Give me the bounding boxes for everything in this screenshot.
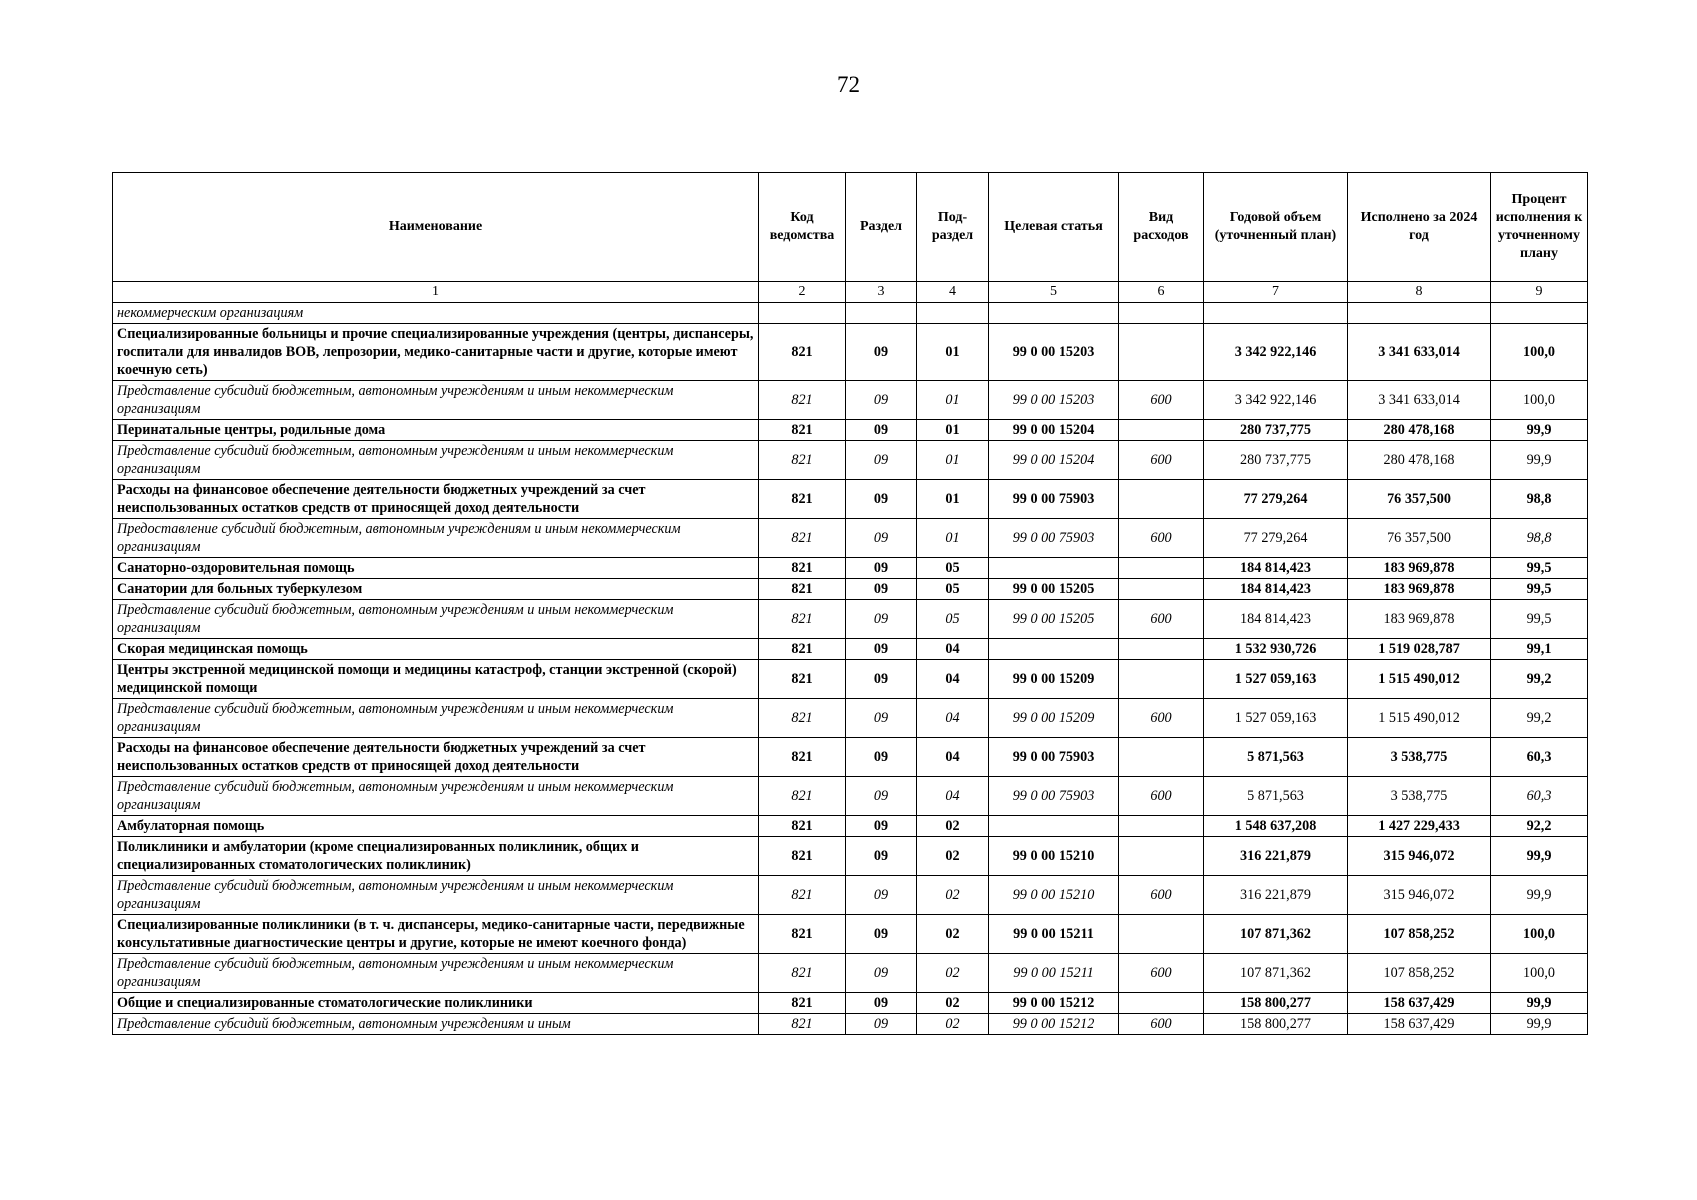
row-target-article [989,303,1119,324]
row-subsection: 01 [917,324,989,381]
row-target-article: 99 0 00 75903 [989,777,1119,816]
column-number: 6 [1119,282,1204,303]
row-executed: 76 357,500 [1348,519,1491,558]
table-row [113,816,1588,837]
header-section: Раздел [846,173,917,282]
row-section: 09 [846,816,917,837]
row-executed: 3 341 633,014 [1348,381,1491,420]
row-subsection: 01 [917,420,989,441]
row-executed: 1 515 490,012 [1348,660,1491,699]
row-execution-percent: 60,3 [1491,777,1588,816]
row-department-code: 821 [759,699,846,738]
row-section: 09 [846,480,917,519]
row-executed: 1 427 229,433 [1348,816,1491,837]
row-annual-plan: 77 279,264 [1204,480,1348,519]
row-target-article: 99 0 00 15203 [989,381,1119,420]
row-execution-percent: 100,0 [1491,954,1588,993]
row-execution-percent: 99,5 [1491,558,1588,579]
column-number: 5 [989,282,1119,303]
table-row [113,420,1588,441]
row-target-article: 99 0 00 15210 [989,837,1119,876]
table-row [113,660,1588,699]
row-expense-type: 600 [1119,954,1204,993]
row-section: 09 [846,954,917,993]
table-row [113,777,1588,816]
row-execution-percent: 99,9 [1491,420,1588,441]
table-column-numbers-row [113,282,1588,303]
row-target-article: 99 0 00 15211 [989,915,1119,954]
row-execution-percent: 99,2 [1491,660,1588,699]
row-target-article: 99 0 00 15210 [989,876,1119,915]
row-expense-type [1119,915,1204,954]
column-number: 4 [917,282,989,303]
header-executed: Исполнено за 2024 год [1348,173,1491,282]
row-annual-plan: 316 221,879 [1204,876,1348,915]
row-department-code: 821 [759,954,846,993]
row-expense-type: 600 [1119,699,1204,738]
row-expense-type [1119,420,1204,441]
row-expense-type [1119,816,1204,837]
row-executed [1348,303,1491,324]
table-row [113,558,1588,579]
row-subsection: 02 [917,915,989,954]
row-name: Представление субсидий бюджетным, автономным учреждениям и иным некоммерческим организациям [113,699,759,738]
row-section: 09 [846,519,917,558]
row-name: Предоставление субсидий бюджетным, автономным учреждениям и иным некоммерческим организациям [113,519,759,558]
row-annual-plan: 280 737,775 [1204,420,1348,441]
row-target-article [989,558,1119,579]
row-subsection [917,303,989,324]
table-row [113,480,1588,519]
row-subsection: 04 [917,699,989,738]
table-row [113,915,1588,954]
row-target-article: 99 0 00 75903 [989,519,1119,558]
row-execution-percent: 99,9 [1491,993,1588,1014]
row-subsection: 05 [917,600,989,639]
table-row [113,441,1588,480]
row-department-code: 821 [759,579,846,600]
column-number: 7 [1204,282,1348,303]
row-expense-type: 600 [1119,1014,1204,1035]
row-executed: 158 637,429 [1348,1014,1491,1035]
table-row [113,381,1588,420]
row-name: некоммерческим организациям [113,303,759,324]
table-header-row [113,173,1588,282]
row-subsection: 02 [917,837,989,876]
row-section: 09 [846,579,917,600]
row-department-code: 821 [759,660,846,699]
row-annual-plan: 3 342 922,146 [1204,381,1348,420]
column-number: 9 [1491,282,1588,303]
row-department-code: 821 [759,639,846,660]
row-name: Представление субсидий бюджетным, автономным учреждениям и иным некоммерческим организациям [113,954,759,993]
table-row [113,993,1588,1014]
table-row [113,954,1588,993]
row-execution-percent: 98,8 [1491,519,1588,558]
row-expense-type: 600 [1119,519,1204,558]
row-name: Представление субсидий бюджетным, автономным учреждениям и иным некоммерческим организациям [113,777,759,816]
row-executed: 1 519 028,787 [1348,639,1491,660]
row-department-code: 821 [759,519,846,558]
row-subsection: 04 [917,777,989,816]
row-annual-plan: 1 532 930,726 [1204,639,1348,660]
row-section: 09 [846,777,917,816]
row-annual-plan: 107 871,362 [1204,915,1348,954]
column-number: 2 [759,282,846,303]
row-annual-plan: 1 527 059,163 [1204,660,1348,699]
row-expense-type [1119,837,1204,876]
row-section: 09 [846,639,917,660]
row-department-code: 821 [759,324,846,381]
header-target-article: Целевая статья [989,173,1119,282]
row-executed: 158 637,429 [1348,993,1491,1014]
row-department-code: 821 [759,876,846,915]
row-annual-plan: 184 814,423 [1204,579,1348,600]
row-department-code: 821 [759,738,846,777]
row-section: 09 [846,558,917,579]
table-row [113,303,1588,324]
table-row [113,519,1588,558]
row-target-article: 99 0 00 15205 [989,579,1119,600]
row-execution-percent: 99,9 [1491,441,1588,480]
row-executed: 315 946,072 [1348,837,1491,876]
row-expense-type [1119,558,1204,579]
row-annual-plan: 184 814,423 [1204,558,1348,579]
row-target-article: 99 0 00 15212 [989,993,1119,1014]
row-executed: 183 969,878 [1348,579,1491,600]
row-section: 09 [846,915,917,954]
row-execution-percent: 100,0 [1491,381,1588,420]
row-section: 09 [846,993,917,1014]
row-expense-type: 600 [1119,777,1204,816]
row-annual-plan: 5 871,563 [1204,738,1348,777]
row-subsection: 02 [917,993,989,1014]
row-name: Перинатальные центры, родильные дома [113,420,759,441]
row-execution-percent: 99,9 [1491,837,1588,876]
row-annual-plan: 1 527 059,163 [1204,699,1348,738]
row-annual-plan: 3 342 922,146 [1204,324,1348,381]
row-target-article: 99 0 00 15209 [989,699,1119,738]
row-executed: 315 946,072 [1348,876,1491,915]
page-number: 72 [837,72,860,97]
column-number: 3 [846,282,917,303]
row-subsection: 04 [917,738,989,777]
row-target-article: 99 0 00 15204 [989,420,1119,441]
row-target-article: 99 0 00 15211 [989,954,1119,993]
row-executed: 3 538,775 [1348,738,1491,777]
row-annual-plan: 77 279,264 [1204,519,1348,558]
row-executed: 280 478,168 [1348,441,1491,480]
row-annual-plan: 1 548 637,208 [1204,816,1348,837]
header-annual-plan: Годовой объем (уточненный план) [1204,173,1348,282]
row-execution-percent: 100,0 [1491,915,1588,954]
row-section: 09 [846,420,917,441]
row-annual-plan: 158 800,277 [1204,1014,1348,1035]
row-executed: 3 341 633,014 [1348,324,1491,381]
row-department-code: 821 [759,600,846,639]
row-department-code: 821 [759,915,846,954]
row-execution-percent: 100,0 [1491,324,1588,381]
row-section: 09 [846,876,917,915]
row-subsection: 02 [917,1014,989,1035]
row-target-article: 99 0 00 75903 [989,738,1119,777]
row-department-code: 821 [759,1014,846,1035]
row-expense-type: 600 [1119,381,1204,420]
row-execution-percent [1491,303,1588,324]
column-number: 8 [1348,282,1491,303]
row-department-code: 821 [759,837,846,876]
row-department-code: 821 [759,420,846,441]
budget-execution-table [112,172,1588,1035]
row-subsection: 05 [917,558,989,579]
row-section: 09 [846,600,917,639]
row-executed: 280 478,168 [1348,420,1491,441]
table-row [113,639,1588,660]
row-department-code: 821 [759,381,846,420]
row-executed: 107 858,252 [1348,954,1491,993]
row-expense-type [1119,738,1204,777]
header-subsection: Под-раздел [917,173,989,282]
row-name: Специализированные больницы и прочие специализированные учреждения (центры, диспансеры, госпитали для инвалидов ВОВ, лепрозории, медико-санитарные части и другие, которые имеют коечную сеть) [113,324,759,381]
row-subsection: 05 [917,579,989,600]
row-section: 09 [846,699,917,738]
row-name: Представление субсидий бюджетным, автономным учреждениям и иным некоммерческим организациям [113,381,759,420]
row-expense-type [1119,993,1204,1014]
row-annual-plan: 107 871,362 [1204,954,1348,993]
row-name: Представление субсидий бюджетным, автономным учреждениям и иным некоммерческим организациям [113,876,759,915]
row-execution-percent: 99,1 [1491,639,1588,660]
table-row [113,600,1588,639]
table-row [113,1014,1588,1035]
row-subsection: 01 [917,381,989,420]
table-row [113,837,1588,876]
header-name: Наименование [113,173,759,282]
row-annual-plan [1204,303,1348,324]
row-section: 09 [846,738,917,777]
row-execution-percent: 99,5 [1491,579,1588,600]
table-row [113,876,1588,915]
row-target-article: 99 0 00 15212 [989,1014,1119,1035]
row-section: 09 [846,660,917,699]
row-target-article: 99 0 00 75903 [989,480,1119,519]
row-annual-plan: 158 800,277 [1204,993,1348,1014]
row-executed: 1 515 490,012 [1348,699,1491,738]
row-execution-percent: 99,2 [1491,699,1588,738]
row-annual-plan: 316 221,879 [1204,837,1348,876]
row-target-article: 99 0 00 15209 [989,660,1119,699]
row-expense-type: 600 [1119,876,1204,915]
row-section: 09 [846,1014,917,1035]
row-target-article: 99 0 00 15204 [989,441,1119,480]
row-executed: 183 969,878 [1348,600,1491,639]
row-expense-type [1119,639,1204,660]
row-expense-type: 600 [1119,600,1204,639]
row-department-code: 821 [759,993,846,1014]
row-department-code: 821 [759,816,846,837]
row-section: 09 [846,837,917,876]
row-subsection: 02 [917,816,989,837]
row-subsection: 02 [917,876,989,915]
row-name: Санаторно-оздоровительная помощь [113,558,759,579]
row-department-code: 821 [759,558,846,579]
row-execution-percent: 99,5 [1491,600,1588,639]
row-annual-plan: 184 814,423 [1204,600,1348,639]
row-department-code: 821 [759,441,846,480]
row-name: Расходы на финансовое обеспечение деятельности бюджетных учреждений за счет неиспользованных остатков средств от приносящей доход деятельности [113,738,759,777]
row-name: Специализированные поликлиники (в т. ч. диспансеры, медико-санитарные части, передвижные консультативные диагностические центры и другие, которые не имеют коечного фонда) [113,915,759,954]
row-subsection: 01 [917,519,989,558]
row-section [846,303,917,324]
table-body [113,303,1588,1035]
table-row [113,699,1588,738]
row-subsection: 04 [917,660,989,699]
row-annual-plan: 280 737,775 [1204,441,1348,480]
table-row [113,579,1588,600]
row-target-article: 99 0 00 15205 [989,600,1119,639]
row-name: Представление субсидий бюджетным, автономным учреждениям и иным [113,1014,759,1035]
row-subsection: 02 [917,954,989,993]
header-department-code: Код ведомства [759,173,846,282]
header-expense-type: Вид расходов [1119,173,1204,282]
row-subsection: 04 [917,639,989,660]
row-execution-percent: 99,9 [1491,1014,1588,1035]
row-executed: 183 969,878 [1348,558,1491,579]
row-name: Представление субсидий бюджетным, автономным учреждениям и иным некоммерческим организациям [113,441,759,480]
row-subsection: 01 [917,441,989,480]
row-target-article [989,639,1119,660]
table-row [113,738,1588,777]
row-expense-type [1119,324,1204,381]
row-name: Поликлиники и амбулатории (кроме специализированных поликлиник, общих и специализированных стоматологических поликлиник) [113,837,759,876]
column-number: 1 [113,282,759,303]
row-department-code: 821 [759,480,846,519]
row-executed: 107 858,252 [1348,915,1491,954]
row-target-article: 99 0 00 15203 [989,324,1119,381]
row-target-article [989,816,1119,837]
row-name: Санатории для больных туберкулезом [113,579,759,600]
row-executed: 3 538,775 [1348,777,1491,816]
row-execution-percent: 98,8 [1491,480,1588,519]
row-expense-type [1119,480,1204,519]
row-name: Представление субсидий бюджетным, автономным учреждениям и иным некоммерческим организациям [113,600,759,639]
row-executed: 76 357,500 [1348,480,1491,519]
table-row [113,324,1588,381]
row-name: Центры экстренной медицинской помощи и медицины катастроф, станции экстренной (скорой) медицинской помощи [113,660,759,699]
row-department-code [759,303,846,324]
row-expense-type [1119,660,1204,699]
row-department-code: 821 [759,777,846,816]
row-execution-percent: 60,3 [1491,738,1588,777]
header-execution-percent: Процент исполнения к уточненному плану [1491,173,1588,282]
row-expense-type [1119,303,1204,324]
row-name: Амбулаторная помощь [113,816,759,837]
row-section: 09 [846,324,917,381]
row-name: Скорая медицинская помощь [113,639,759,660]
row-subsection: 01 [917,480,989,519]
row-section: 09 [846,441,917,480]
row-section: 09 [846,381,917,420]
row-execution-percent: 92,2 [1491,816,1588,837]
row-annual-plan: 5 871,563 [1204,777,1348,816]
row-expense-type: 600 [1119,441,1204,480]
row-expense-type [1119,579,1204,600]
row-name: Общие и специализированные стоматологические поликлиники [113,993,759,1014]
row-name: Расходы на финансовое обеспечение деятельности бюджетных учреждений за счет неиспользованных остатков средств от приносящей доход деятельности [113,480,759,519]
row-execution-percent: 99,9 [1491,876,1588,915]
